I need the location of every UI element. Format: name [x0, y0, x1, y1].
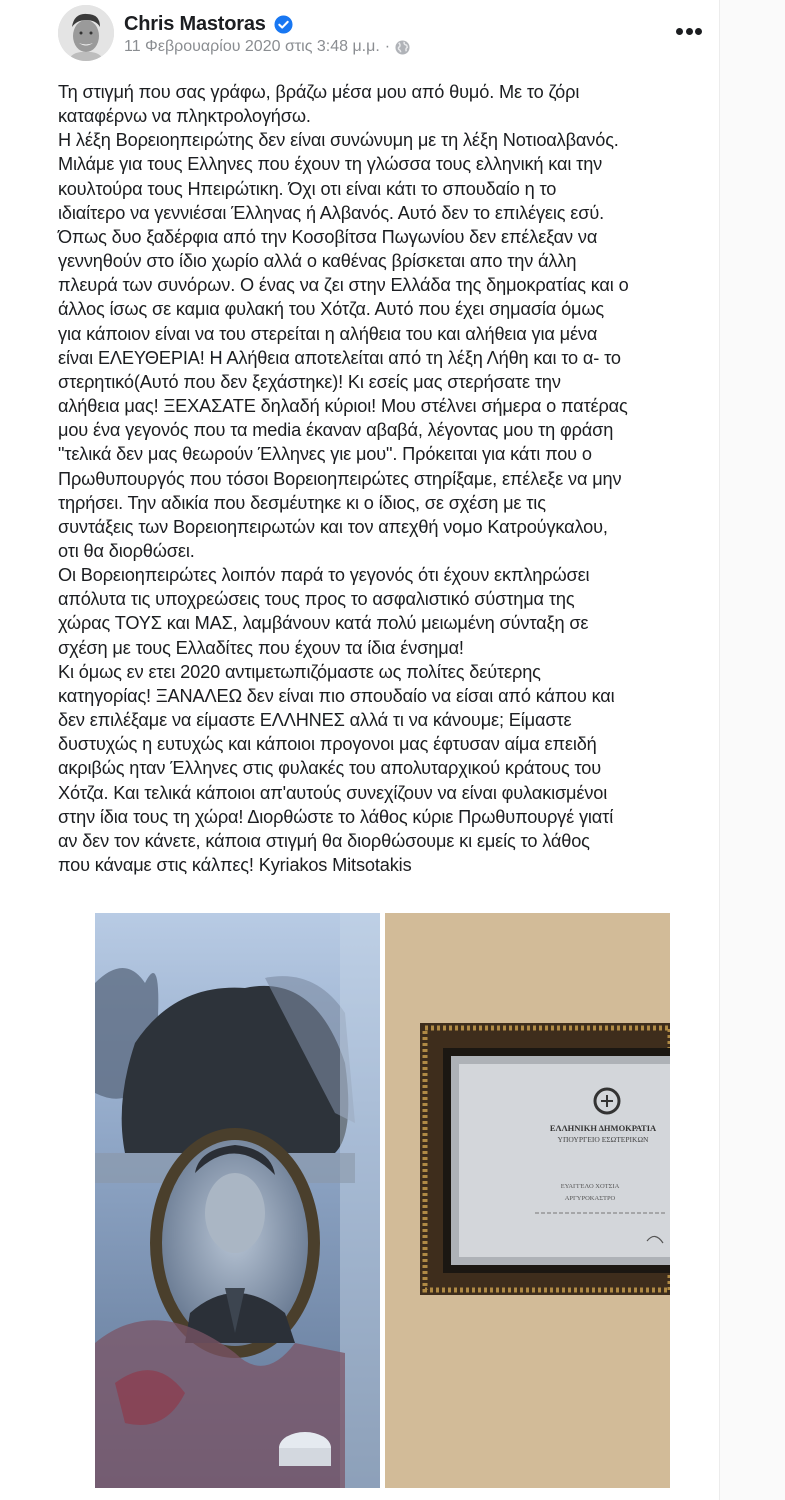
author-name[interactable]: Chris Mastoras: [124, 13, 266, 35]
post-text-line: Μιλάμε για τους Ελληνες που έχουν τη γλώσσα τους ελληνική και την: [58, 154, 603, 175]
more-options-icon-dot: [686, 28, 693, 35]
post-text-line: δυστυχώς η ευτυχώς και κάποιοι προγονοι μας έφτυσαν αίμα επειδή: [58, 734, 597, 755]
post-text-line: ιδιαίτερο να γεννιέσαι Έλληνας ή Αλβανός. Αυτό δεν το επιλέγεις εσύ.: [58, 202, 605, 223]
post-text-line: πλευρά των συνόρων. Ο ένας να ζει στην Ελλάδα της δημοκρατίας και ο: [58, 275, 629, 296]
post-text-line: σχέση με τους Ελλαδίτες που έχουν τα ίδια ένσημα!: [58, 637, 464, 658]
post-text-line: απόλυτα τις υποχρεώσεις τους προς το ασφαλιστικό σύστημα της: [58, 589, 575, 610]
post-body: [58, 80, 718, 877]
post-text-line: Τη στιγμή που σας γράφω, βράζω μέσα μου από θυμό. Με το ζόρι: [58, 82, 580, 102]
post-text-line: μου ένα γεγονός που τα media έκαναν αβαβά, λέγοντας μου τη φράση: [58, 420, 614, 441]
post-text-line: στην ίδια τους τη χώρα! Διορθώστε το λάθος κύριε Πρωθυπουργέ γιατί: [58, 806, 614, 827]
post-photo-certificate[interactable]: [385, 913, 670, 1488]
globe-icon[interactable]: [395, 40, 410, 55]
certificate-place: ΑΡΓΥΡΟΚΑΣΤΡΟ: [564, 1195, 616, 1202]
post-text-line: συντάξεις των Βορειοηπειρωτών και τον απεχθή νομο Κατρούγκαλου,: [58, 516, 608, 537]
more-options-icon: [676, 28, 683, 35]
verified-badge-icon: [274, 15, 293, 34]
post-text-line: κουλτούρα τους Ηπειρώτικη. Όχι οτι είναι κάτι το σπουδαίο η το: [58, 178, 557, 199]
post-text-line: Οι Βορειοηπειρώτες λοιπόν παρά το γεγονός ότι έχουν εκπληρώσει: [58, 565, 590, 586]
post-text-line: καταφέρνω να πληκτρολογήσω.: [58, 106, 311, 127]
post-text-line: Πρωθυπουργός που τόσοι Βορειοηπειρώτες στηρίξαμε, επέλεξε να μην: [58, 468, 622, 489]
post-text-line: που κάναμε στις κάλπες! Kyriakos Mitsotakis: [58, 855, 412, 875]
post-text-line: είναι ΕΛΕΥΘΕΡΙΑ! Η Αλήθεια αποτελείται από τη λέξη Λήθη και το α- το: [58, 347, 621, 368]
certificate-subtitle: ΥΠΟΥΡΓΕΙΟ ΕΣΩΤΕΡΙΚΩΝ: [557, 1135, 649, 1144]
post-text-line: γεννηθούν στο ίδιο χωρίο αλλά ο καθένας βρίσκεται απο την άλλη: [58, 251, 577, 272]
post-text-line: χώρας ΤΟΥΣ και ΜΑΣ, λαμβάνουν κατά πολύ μειωμένη σύνταξη σε: [58, 613, 589, 634]
post-text-line: άλλος ίσως σε καμια φυλακή του Χότζα. Αυτό που έχει σημασία όμως: [58, 299, 605, 320]
post-text-line: δεν επιλέξαμε να είμαστε ΕΛΛΗΝΕΣ αλλά τι να κάνουμε; Είμαστε: [58, 710, 572, 731]
post-text-line: αλήθεια μας! ΞΕΧΑΣΑΤΕ δηλαδή κύριοι! Μου στέλνει σήμερα ο πατέρας: [58, 396, 628, 417]
page-gutter: [719, 0, 785, 1500]
post-text-line: ακριβώς ηταν Έλληνες στις φυλακές του απολυταρχικού κράτους του: [58, 758, 602, 779]
post-text-line: Όπως δυο ξαδέρφια από την Κοσοβίτσα Πωγωνίου δεν επέλεξαν να: [58, 226, 598, 247]
post-text-line: Κι όμως εν ετει 2020 αντιμετωπιζόμαστε ως πολίτες δεύτερης: [58, 661, 541, 682]
certificate-name: ΕΥΑΓΓΕΛΟ ΧΟΤΣΙΑ: [560, 1183, 620, 1190]
post-text-line: τηρήσει. Την αδικία που δεσμέυτηκε κι ο ίδιος, σε σχέση με τις: [58, 492, 546, 513]
certificate-title: ΕΛΛΗΝΙΚΗ ΔΗΜΟΚΡΑΤΙΑ: [549, 1123, 657, 1133]
meta-separator: ·: [384, 38, 391, 55]
post-text-line: αν δεν τον κάνετε, κάποια στιγμή θα διορθώσουμε κι εμείς το λάθος: [58, 830, 590, 851]
post-meta: [124, 38, 410, 56]
more-options-button[interactable]: [676, 24, 702, 38]
post-text-line: κατηγορίας! ΞΑΝΑΛΕΩ δεν είναι πιο σπουδαίο να είσαι από κάπου και: [58, 685, 615, 706]
post-text-line: "τελικά δεν μας θεωρούν Έλληνες γιε μου". Πρόκειται για κάτι που ο: [58, 444, 592, 465]
author-avatar[interactable]: [58, 5, 114, 61]
post-photo-portrait[interactable]: [95, 913, 380, 1488]
post-text-line: στερητικό(Αυτό που δεν ξεχάστηκε)! Κι εσείς μας στερήσατε την: [58, 371, 561, 392]
post-text-line: οτι θα διορθώσει.: [58, 540, 195, 561]
post-timestamp[interactable]: 11 Φεβρουαρίου 2020 στις 3:48 μ.μ.: [124, 38, 380, 55]
post-text-line: Χότζα. Και τελικά κάποιοι απ'αυτούς συνεχίζουν να είναι φυλακισμένοι: [58, 782, 608, 803]
more-options-icon-dot: [695, 28, 702, 35]
post-text-line: Η λέξη Βορειοηπειρώτης δεν είναι συνώνυμη με τη λέξη Νοτιοαλβανός.: [58, 130, 619, 151]
post-text-line: για κάποιον είναι να του στερείται η αλήθεια του και αλήθεια για μένα: [58, 323, 598, 344]
